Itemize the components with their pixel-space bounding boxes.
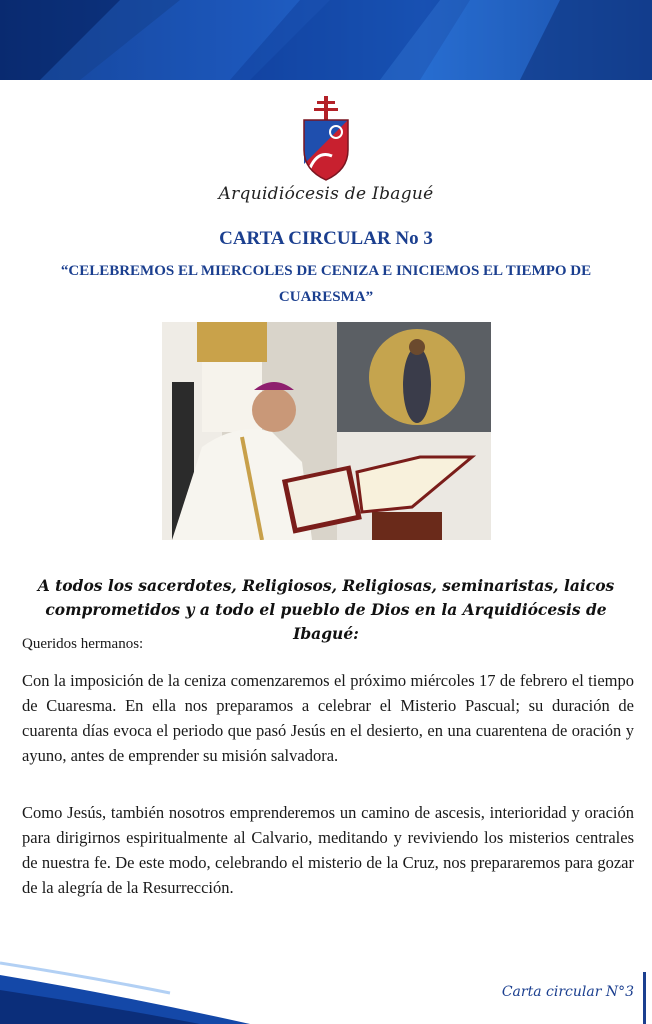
header-banner [0,0,652,80]
greeting: Queridos hermanos: [22,636,144,652]
footer-bar [643,972,646,1024]
paragraph-1: Con la imposición de la ceniza comenzaremos el próximo miércoles 17 de febrero el tiempo de Cuaresma. En ella nos preparamos a celebrar el Misterio Pascual; su duración de cuarenta días evoca el periodo que pasó Jesús en el desierto, en una cuarentena de oración y ayuno, antes de emprender su misión salvadora. [22,671,634,765]
bishop-photo [162,322,491,540]
archdiocese-logo [0,88,652,213]
page-subtitle: “CELEBREMOS EL MIERCOLES DE CENIZA E INICIEMOS EL TIEMPO DE CUARESMA” [60,263,592,305]
header-pattern [0,0,652,80]
salutation: A todos los sacerdotes, Religiosos, Religiosas, seminaristas, laicos comprometidos y a todo el pueblo de Dios en la Arquidiócesis de Ibagué: [37,576,615,643]
footer-swoosh [0,955,260,1024]
footer-label: Carta circular N°3 [501,984,634,1000]
logo-text: Arquidiócesis de Ibagué [218,184,434,204]
paragraph-2: Como Jesús, también nosotros emprenderemos un camino de ascesis, interioridad y oración para dirigirnos espiritualmente al Calvario, meditando y reviviendo los misterios centrales de nuestra fe. De este modo, celebrando el misterio de la Cruz, nos prepararemos para gozar de la alegría de la Resurrección. [22,803,634,897]
bishop-reading-image [162,322,491,540]
coat-of-arms-icon [298,94,354,184]
page-title: CARTA CIRCULAR No 3 [219,228,433,249]
